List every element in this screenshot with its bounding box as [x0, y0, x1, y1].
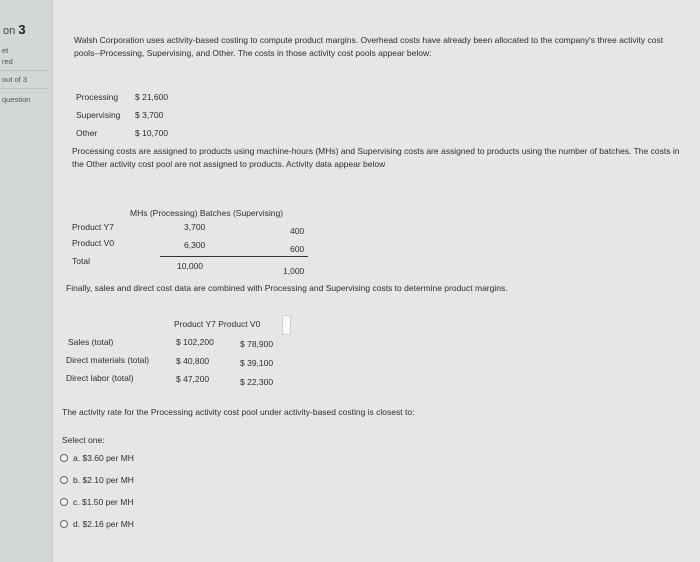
question-prompt: The activity rate for the Processing activity cost pool under activity-based costing is closest to: — [62, 407, 415, 417]
pool-amount: $ 21,600 — [135, 92, 169, 102]
radio-button[interactable] — [60, 476, 68, 484]
sales-row-v0: $ 22,300 — [240, 377, 274, 387]
activity-row-label: Product V0 — [72, 238, 115, 248]
pool-name: Other — [76, 128, 98, 138]
answer-option-label: a. $3.60 per MH — [73, 453, 134, 463]
activity-row-label: Total — [72, 256, 90, 266]
sidebar-divider — [0, 70, 50, 71]
assignment-text: Processing costs are assigned to products using machine-hours (MHs) and Supervising costs are assigned to products using the number of batches. The costs in the Other activity cost pool are not assigned to products. Activity data appear below — [72, 146, 680, 169]
question-info-sidebar — [0, 0, 53, 562]
sales-table-header: Product Y7 Product V0 — [174, 319, 261, 329]
status-line-1: et — [2, 46, 9, 55]
activity-row-mhs: 6,300 — [184, 240, 206, 250]
question-number-value: 3 — [18, 22, 26, 37]
question-number — [3, 22, 26, 37]
pool-amount: $ 3,700 — [135, 110, 164, 120]
status-line-2: red — [2, 57, 13, 66]
answer-option-label: d. $2.16 per MH — [73, 519, 134, 529]
answer-option-label: c. $1.50 per MH — [73, 497, 134, 507]
text-cursor-box — [282, 315, 291, 335]
activity-row-mhs: 10,000 — [177, 261, 203, 271]
margin-text: Finally, sales and direct cost data are combined with Processing and Supervising costs to determine product margins. — [66, 283, 508, 293]
question-prefix: on — [3, 25, 16, 37]
total-rule — [160, 256, 308, 257]
marks-line: out of 3 — [2, 75, 28, 84]
sales-row-y7: $ 47,200 — [176, 374, 210, 384]
sales-row-v0: $ 39,100 — [240, 358, 274, 368]
sales-row-label: Direct labor (total) — [66, 373, 134, 383]
sales-row-label: Sales (total) — [68, 337, 114, 347]
pool-amount: $ 10,700 — [135, 128, 169, 138]
sales-row-label: Direct materials (total) — [66, 355, 150, 365]
answer-option-a[interactable] — [60, 453, 134, 463]
radio-button[interactable] — [60, 498, 68, 506]
sales-row-y7: $ 40,800 — [176, 356, 210, 366]
activity-row-mhs: 3,700 — [184, 222, 206, 232]
sales-row-v0: $ 78,900 — [240, 339, 274, 349]
select-one-label: Select one: — [62, 435, 105, 445]
question-intro: Walsh Corporation uses activity-based costing to compute product margins. Overhead costs have already been allocated to the company's three activity cost pools--Processing, Supervising, and Other. The costs in those activity cost pools appear below: — [74, 35, 664, 58]
answer-option-b[interactable] — [60, 475, 134, 485]
pool-name: Supervising — [76, 110, 121, 120]
radio-button[interactable] — [60, 520, 68, 528]
activity-row-batches: 1,000 — [283, 266, 305, 276]
question-content — [60, 0, 700, 562]
answer-option-d[interactable] — [60, 519, 134, 529]
pool-name: Processing — [76, 92, 119, 102]
answer-option-c[interactable] — [60, 497, 133, 507]
activity-row-batches: 400 — [290, 226, 305, 236]
activity-row-batches: 600 — [290, 244, 305, 254]
activity-table-header: MHs (Processing) Batches (Supervising) — [130, 208, 284, 218]
flag-question-link[interactable]: question — [2, 95, 31, 104]
answer-option-label: b. $2.10 per MH — [73, 475, 134, 485]
activity-row-label: Product Y7 — [72, 222, 114, 232]
radio-button[interactable] — [60, 454, 68, 462]
sales-row-y7: $ 102,200 — [176, 337, 214, 347]
sidebar-divider — [0, 88, 50, 89]
